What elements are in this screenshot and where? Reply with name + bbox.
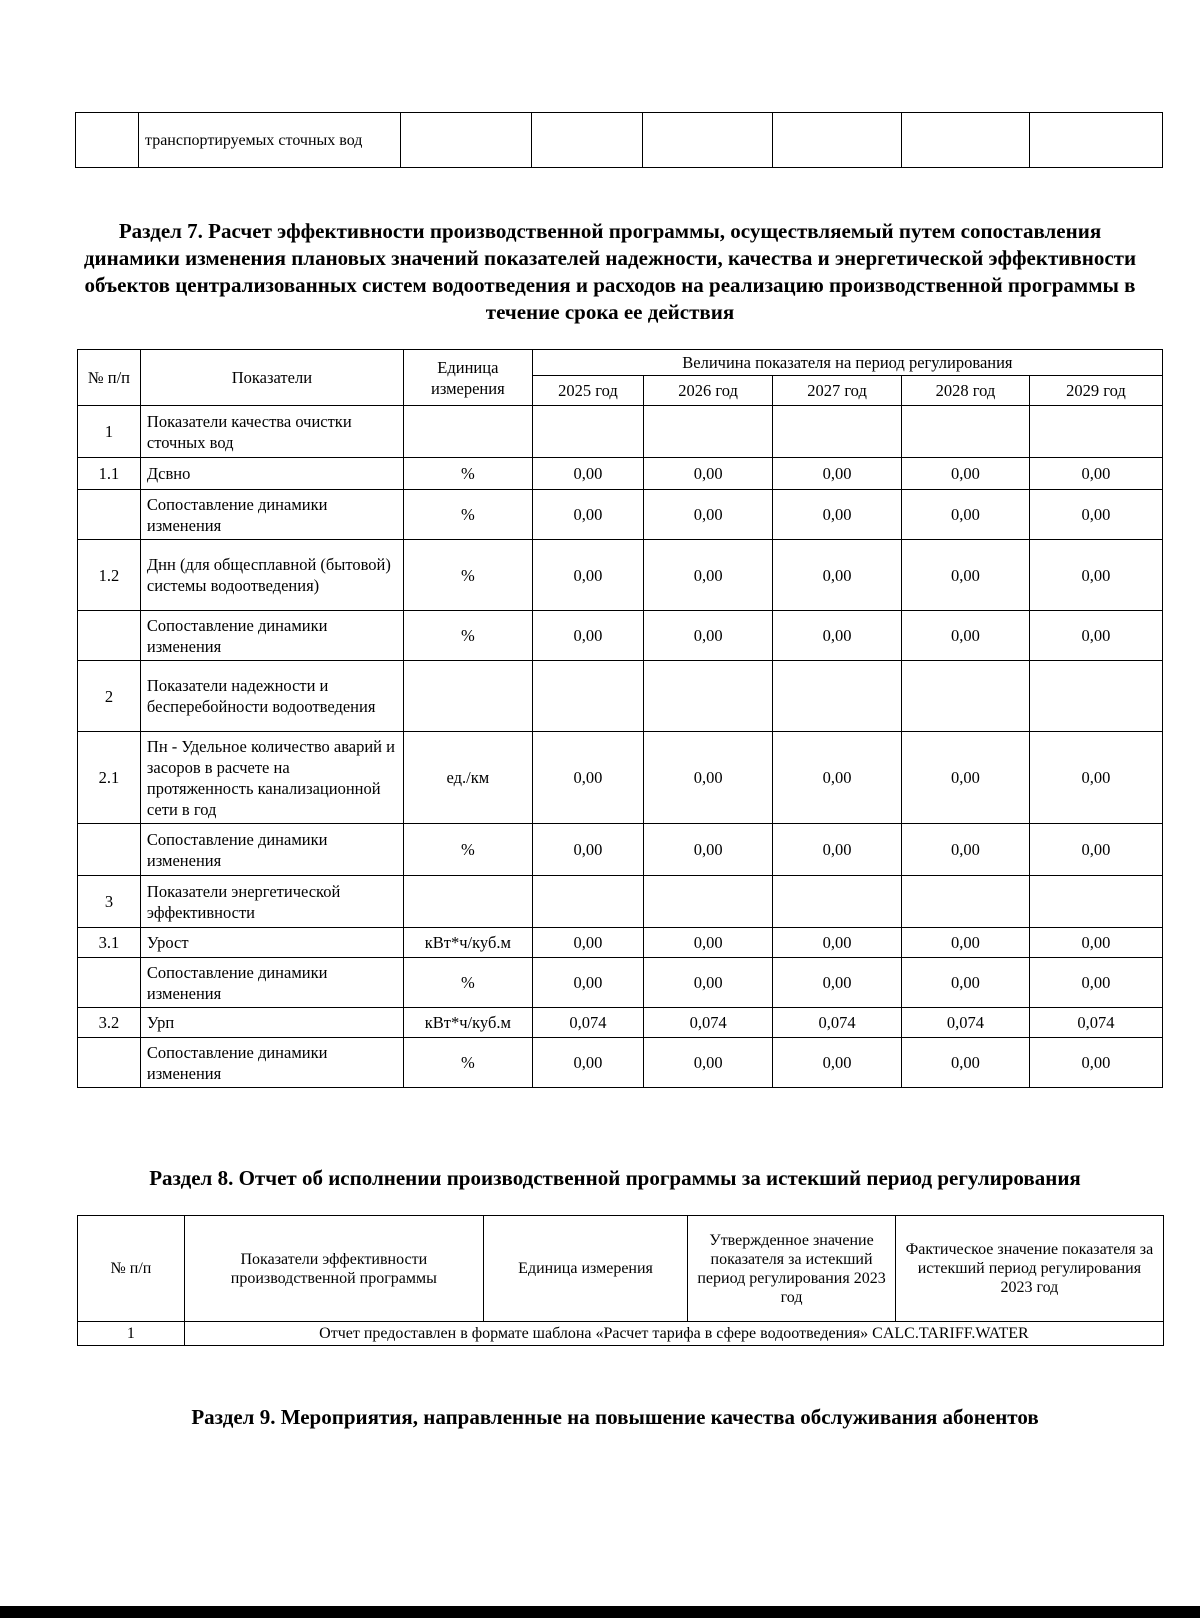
row-indicator: Дсвно xyxy=(140,458,403,490)
table-row xyxy=(78,661,1163,732)
row-value: 0,00 xyxy=(644,732,773,824)
header-approved: Утвержденное значение показателя за истекший период регулирования 2023 год xyxy=(688,1216,896,1322)
header-period: Величина показателя на период регулирования xyxy=(532,350,1162,376)
row-indicator: Показатели энергетической эффективности xyxy=(140,876,403,928)
row-value xyxy=(644,406,773,458)
row-value: 0,00 xyxy=(1029,458,1162,490)
row-value: 0,00 xyxy=(901,958,1029,1008)
row-value xyxy=(532,406,643,458)
header-unit: Единица измерения xyxy=(483,1216,687,1322)
header-year: 2027 год xyxy=(773,376,902,406)
row-value: 0,00 xyxy=(532,540,643,611)
table-row xyxy=(78,928,1163,958)
table-row xyxy=(78,824,1163,876)
efficiency-table xyxy=(77,349,1163,1088)
header-num: № п/п xyxy=(78,1216,185,1322)
row-value: 0,00 xyxy=(901,458,1029,490)
table-row xyxy=(76,113,1163,168)
row-value: 0,00 xyxy=(773,611,902,661)
row-value: 0,00 xyxy=(644,490,773,540)
table-row xyxy=(78,540,1163,611)
header-num: № п/п xyxy=(78,350,141,406)
header-indicator: Показатели xyxy=(140,350,403,406)
row-value: 0,00 xyxy=(644,1038,773,1088)
num-cell xyxy=(76,113,139,168)
row-unit: % xyxy=(403,540,532,611)
row-value xyxy=(901,406,1029,458)
row-num xyxy=(78,490,141,540)
row-indicator: Сопоставление динамики изменения xyxy=(140,490,403,540)
row-value: 0,00 xyxy=(773,732,902,824)
value-cell xyxy=(401,113,531,168)
row-value xyxy=(773,876,902,928)
row-value: 0,00 xyxy=(901,928,1029,958)
row-num xyxy=(78,611,141,661)
row-value xyxy=(532,876,643,928)
row-unit: кВт*ч/куб.м xyxy=(403,1008,532,1038)
row-value xyxy=(1029,661,1162,732)
row-value: 0,00 xyxy=(901,611,1029,661)
row-value: 0,00 xyxy=(773,540,902,611)
row-value: 0,00 xyxy=(532,458,643,490)
scan-border xyxy=(0,1606,1200,1618)
indicator-cell: транспортируемых сточных вод xyxy=(139,113,401,168)
header-row xyxy=(78,350,1163,376)
row-value xyxy=(1029,876,1162,928)
row-value: 0,00 xyxy=(644,824,773,876)
value-cell xyxy=(773,113,901,168)
header-indicator: Показатели эффективности производственной программы xyxy=(184,1216,483,1322)
table-row xyxy=(78,458,1163,490)
row-value: 0,00 xyxy=(773,928,902,958)
row-num xyxy=(78,1038,141,1088)
row-num: 3.2 xyxy=(78,1008,141,1038)
row-value: 0,00 xyxy=(532,611,643,661)
row-value: 0,00 xyxy=(1029,732,1162,824)
row-unit: % xyxy=(403,958,532,1008)
row-num: 3.1 xyxy=(78,928,141,958)
row-value xyxy=(901,661,1029,732)
row-num: 1.1 xyxy=(78,458,141,490)
row-value: 0,00 xyxy=(1029,928,1162,958)
row-value: 0,00 xyxy=(773,1038,902,1088)
row-unit xyxy=(403,406,532,458)
row-num: 1 xyxy=(78,406,141,458)
table-row xyxy=(78,1008,1163,1038)
header-row xyxy=(78,1216,1164,1322)
row-value: 0,00 xyxy=(1029,958,1162,1008)
header-year: 2028 год xyxy=(901,376,1029,406)
row-value: 0,00 xyxy=(532,1038,643,1088)
value-cell xyxy=(643,113,773,168)
table-row xyxy=(78,732,1163,824)
value-cell xyxy=(531,113,643,168)
row-value: 0,00 xyxy=(532,928,643,958)
row-indicator: Сопоставление динамики изменения xyxy=(140,1038,403,1088)
header-year: 2029 год xyxy=(1029,376,1162,406)
row-unit: % xyxy=(403,824,532,876)
row-unit: % xyxy=(403,490,532,540)
row-num: 2 xyxy=(78,661,141,732)
section-8-title: Раздел 8. Отчет об исполнении производственной программы за истекший период регулирования xyxy=(149,1166,1081,1190)
row-value: 0,00 xyxy=(644,540,773,611)
row-unit xyxy=(403,661,532,732)
report-table xyxy=(77,1215,1164,1346)
row-num: 3 xyxy=(78,876,141,928)
row-indicator: Урост xyxy=(140,928,403,958)
row-num xyxy=(78,958,141,1008)
row-value: 0,00 xyxy=(773,490,902,540)
row-value xyxy=(532,661,643,732)
row-value xyxy=(773,406,902,458)
row-value: 0,074 xyxy=(773,1008,902,1038)
row-indicator: Урп xyxy=(140,1008,403,1038)
row-value: 0,074 xyxy=(1029,1008,1162,1038)
row-value: 0,00 xyxy=(1029,824,1162,876)
row-indicator: Сопоставление динамики изменения xyxy=(140,611,403,661)
row-indicator: Показатели качества очистки сточных вод xyxy=(140,406,403,458)
row-value: 0,00 xyxy=(901,732,1029,824)
row-value: 0,00 xyxy=(773,958,902,1008)
previous-table-fragment xyxy=(75,112,1163,168)
table-row xyxy=(78,958,1163,1008)
table-row xyxy=(78,876,1163,928)
value-cell xyxy=(901,113,1029,168)
table-row xyxy=(78,490,1163,540)
header-unit: Единица измерения xyxy=(403,350,532,406)
row-value: 0,00 xyxy=(901,540,1029,611)
row-value: 0,00 xyxy=(1029,540,1162,611)
row-value: 0,00 xyxy=(532,732,643,824)
row-num: 2.1 xyxy=(78,732,141,824)
row-value xyxy=(901,876,1029,928)
row-num: 1 xyxy=(78,1322,185,1346)
row-value: 0,00 xyxy=(773,458,902,490)
row-unit: % xyxy=(403,611,532,661)
row-value: 0,00 xyxy=(901,1038,1029,1088)
row-unit xyxy=(403,876,532,928)
row-value: 0,00 xyxy=(1029,1038,1162,1088)
row-value: 0,074 xyxy=(644,1008,773,1038)
row-num xyxy=(78,824,141,876)
row-value: 0,00 xyxy=(644,928,773,958)
row-value: 0,00 xyxy=(532,490,643,540)
row-value xyxy=(644,661,773,732)
row-value: 0,00 xyxy=(901,490,1029,540)
row-indicator: Пн - Удельное количество аварий и засоров в расчете на протяженность канализационной сети в год xyxy=(140,732,403,824)
row-value: 0,074 xyxy=(532,1008,643,1038)
row-indicator: Днн (для общесплавной (бытовой) системы водоотведения) xyxy=(140,540,403,611)
header-actual: Фактическое значение показателя за истекший период регулирования 2023 год xyxy=(895,1216,1163,1322)
row-value: 0,00 xyxy=(532,958,643,1008)
header-year: 2025 год xyxy=(532,376,643,406)
row-value xyxy=(1029,406,1162,458)
table-header xyxy=(78,350,1163,406)
row-value: 0,00 xyxy=(773,824,902,876)
row-value: 0,00 xyxy=(1029,490,1162,540)
row-value xyxy=(644,876,773,928)
row-value: 0,00 xyxy=(1029,611,1162,661)
table-row xyxy=(78,1322,1164,1346)
row-unit: % xyxy=(403,1038,532,1088)
row-unit: ед./км xyxy=(403,732,532,824)
row-value xyxy=(773,661,902,732)
section-9-title: Раздел 9. Мероприятия, направленные на повышение качества обслуживания абонентов xyxy=(191,1405,1039,1429)
row-value: 0,00 xyxy=(644,458,773,490)
row-unit: кВт*ч/куб.м xyxy=(403,928,532,958)
row-num: 1.2 xyxy=(78,540,141,611)
row-value: 0,074 xyxy=(901,1008,1029,1038)
table-row xyxy=(78,611,1163,661)
row-unit: % xyxy=(403,458,532,490)
section-7-title: Раздел 7. Расчет эффективности производственной программы, осуществляемый путем сопоставления динамики изменения плановых значений показателей надежности, качества и энергетической эффективности объектов централизованных систем водоотведения и расходов на реализацию производственной программы в течение срока ее действия xyxy=(83,219,1137,324)
row-indicator: Показатели надежности и бесперебойности водоотведения xyxy=(140,661,403,732)
row-indicator: Сопоставление динамики изменения xyxy=(140,824,403,876)
row-value: 0,00 xyxy=(532,824,643,876)
row-value: 0,00 xyxy=(644,611,773,661)
report-note: Отчет предоставлен в формате шаблона «Расчет тарифа в сфере водоотведения» CALC.TARIFF.WATER xyxy=(184,1322,1163,1346)
row-value: 0,00 xyxy=(901,824,1029,876)
value-cell xyxy=(1029,113,1162,168)
row-value: 0,00 xyxy=(644,958,773,1008)
table-body xyxy=(78,406,1163,1088)
header-year: 2026 год xyxy=(644,376,773,406)
table-row xyxy=(78,406,1163,458)
table-row xyxy=(78,1038,1163,1088)
row-indicator: Сопоставление динамики изменения xyxy=(140,958,403,1008)
